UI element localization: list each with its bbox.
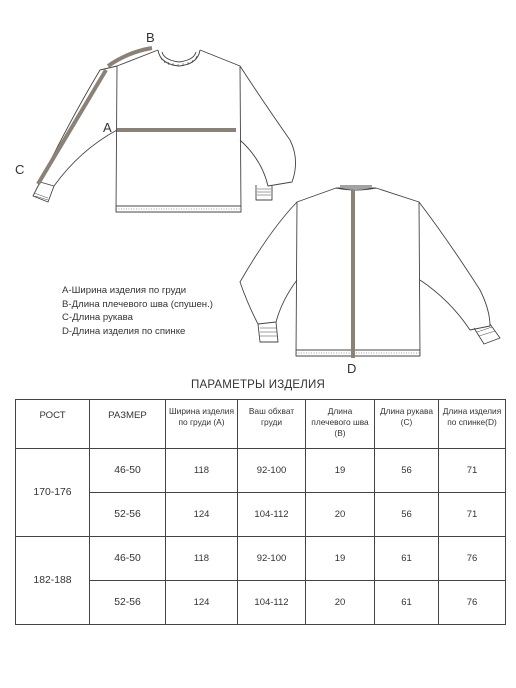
table-title: ПАРАМЕТРЫ ИЗДЕЛИЯ <box>190 379 326 391</box>
label-a: A <box>103 120 112 135</box>
measure-b-line <box>108 48 152 66</box>
cell-grud: 124 <box>166 581 238 625</box>
measure-c-line <box>38 70 106 184</box>
cell-razmer: 52-56 <box>90 493 166 537</box>
header-spinka: Длина изделия по спинке(D) <box>439 400 506 449</box>
cell-obhvat: 92-100 <box>238 537 306 581</box>
cell-spinka: 71 <box>439 449 506 493</box>
legend-item-b: B-Длина плечевого шва (спушен.) <box>62 298 213 310</box>
front-collar <box>158 50 200 66</box>
front-right-sleeve <box>240 66 296 186</box>
front-measurements <box>38 48 236 184</box>
cell-obhvat: 104-112 <box>238 581 306 625</box>
measurement-legend <box>62 284 213 338</box>
header-rost: РОСТ <box>16 400 90 449</box>
cell-grud: 118 <box>166 537 238 581</box>
label-b: B <box>146 30 155 45</box>
cell-plecho: 19 <box>306 449 375 493</box>
header-obhvat: Ваш обхват груди <box>238 400 306 449</box>
legend-item-d: D-Длина изделия по спинке <box>62 325 186 337</box>
cell-spinka: 76 <box>439 537 506 581</box>
header-grud: Ширина изделия по груди (A) <box>166 400 238 449</box>
cell-spinka: 71 <box>439 493 506 537</box>
cell-plecho: 19 <box>306 537 375 581</box>
table-row <box>16 449 506 493</box>
back-sweatshirt <box>240 186 500 356</box>
back-body-outline <box>296 188 420 356</box>
front-right-cuff <box>257 189 271 195</box>
cell-obhvat: 104-112 <box>238 493 306 537</box>
cell-plecho: 20 <box>306 493 375 537</box>
cell-plecho: 20 <box>306 581 375 625</box>
table-header-row <box>16 400 506 449</box>
cell-razmer: 46-50 <box>90 537 166 581</box>
header-plecho: Длина плечевого шва (B) <box>306 400 375 449</box>
cell-obhvat: 92-100 <box>238 449 306 493</box>
cell-grud: 124 <box>166 493 238 537</box>
table-row <box>16 581 506 625</box>
cell-rukav: 56 <box>375 449 439 493</box>
table-row <box>16 493 506 537</box>
header-rukav: Длина рукава (C) <box>375 400 439 449</box>
cell-spinka: 76 <box>439 581 506 625</box>
cell-rost: 170-176 <box>16 449 90 537</box>
back-left-cuff <box>260 328 277 336</box>
label-c: C <box>15 162 25 177</box>
cell-rukav: 61 <box>375 537 439 581</box>
back-right-sleeve <box>419 202 490 330</box>
cell-razmer: 52-56 <box>90 581 166 625</box>
legend-item-c: C-Длина рукава <box>62 312 133 323</box>
size-table <box>15 399 506 625</box>
table-row <box>16 537 506 581</box>
header-razmer: РАЗМЕР <box>90 400 166 449</box>
cell-razmer: 46-50 <box>90 449 166 493</box>
cell-rukav: 61 <box>375 581 439 625</box>
back-left-sleeve <box>240 202 297 324</box>
cell-grud: 118 <box>166 449 238 493</box>
label-d: D <box>347 361 357 376</box>
cell-rost: 182-188 <box>16 537 90 625</box>
legend-item-a: A-Ширина изделия по груди <box>62 285 187 296</box>
cell-rukav: 56 <box>375 493 439 537</box>
